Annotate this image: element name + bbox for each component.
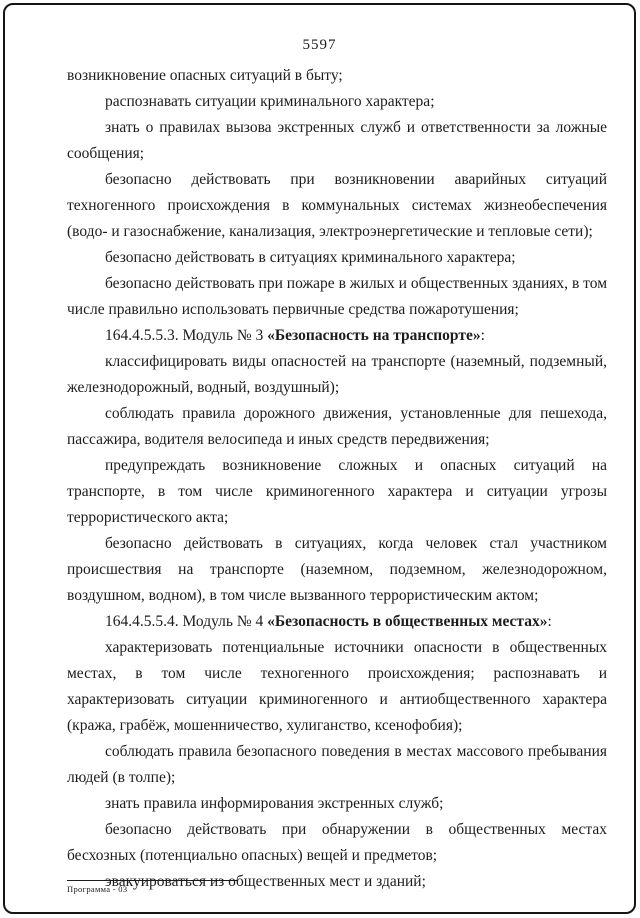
section-heading [67,323,607,349]
paragraph: возникновение опасных ситуаций в быту; [67,67,343,84]
paragraph: знать правила информирования экстренных служб; [105,795,444,812]
paragraph: безопасно действовать при пожаре в жилых и общественных зданиях, в том числе правильно использовать первичные средства пожаротушения; [67,275,607,318]
section-colon: : [480,327,485,344]
section-title: «Безопасность в общественных местах» [267,613,548,630]
section-heading [67,609,607,635]
section-title: «Безопасность на транспорте» [267,327,481,344]
paragraph: характеризовать потенциальные источники опасности в общественных местах, в том числе техногенного происхождения; распознавать и характеризовать ситуации криминогенного и антиобщественного характера (кража, грабёж, мошенничество, хулиганство, ксенофобия); [67,639,607,734]
footer-label: Программа - 03 [67,884,128,894]
paragraph: соблюдать правила безопасного поведения в местах массового пребывания людей (в толпе); [67,743,607,786]
paragraph: соблюдать правила дорожного движения, установленные для пешехода, пассажира, водителя велосипеда и иных средств передвижения; [67,405,607,448]
page-number: 5597 [302,37,337,53]
page-footer [67,880,237,894]
paragraph: знать о правилах вызова экстренных служб и ответственности за ложные сообщения; [67,119,607,162]
paragraph: распознавать ситуации криминального характера; [105,93,435,110]
paragraph: безопасно действовать при возникновении аварийных ситуаций техногенного происхождения в коммунальных системах жизнеобеспечения (водо- и газоснабжение, канализация, электроэнергетические и тепловые сети); [67,171,607,240]
document-body [67,63,607,895]
section-number: 164.4.5.5.3. Модуль № 3 [105,327,268,344]
paragraph: безопасно действовать в ситуациях криминального характера; [105,249,516,266]
paragraph: эвакуироваться из общественных мест и зданий; [105,873,426,890]
page-border [3,3,636,914]
section-number: 164.4.5.5.4. Модуль № 4 [105,613,268,630]
paragraph: безопасно действовать при обнаружении в общественных местах бесхозных (потенциально опасных) вещей и предметов; [67,821,607,864]
footer-divider [67,880,237,881]
paragraph: предупреждать возникновение сложных и опасных ситуаций на транспорте, в том числе криминогенного характера и ситуации угрозы террористического акта; [67,457,607,526]
paragraph: безопасно действовать в ситуациях, когда человек стал участником происшествия на транспорте (наземном, подземном, железнодорожном, воздушном, водном), в том числе вызванного террористическим актом; [67,535,607,604]
section-colon: : [547,613,552,630]
paragraph: классифицировать виды опасностей на транспорте (наземный, подземный, железнодорожный, водный, воздушный); [67,353,607,396]
